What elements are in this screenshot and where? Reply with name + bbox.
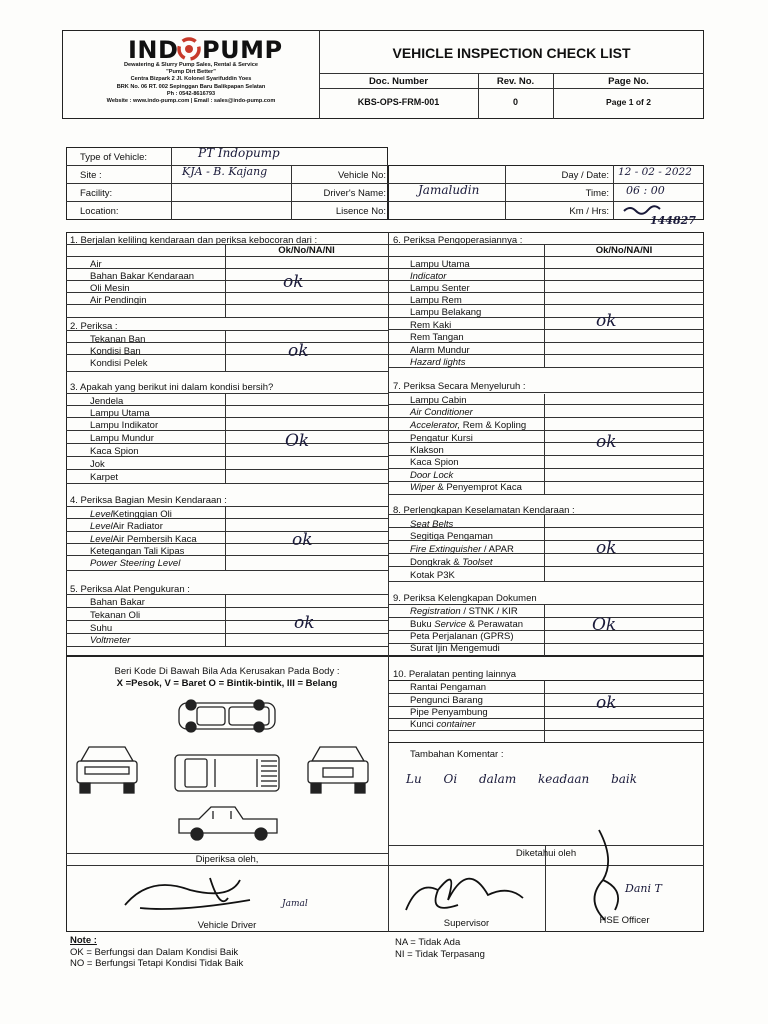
company-line: Ph : 0542-8616793 xyxy=(166,90,216,97)
s1-item: Oli Mesin xyxy=(90,283,130,294)
row-rule xyxy=(66,317,388,318)
s6-item: Rem Kaki xyxy=(410,320,452,331)
s10-item: Rantai Pengaman xyxy=(410,682,487,693)
time-label: Time: xyxy=(585,188,609,199)
note-ok: OK = Berfungsi dan Dalam Kondisi Baik xyxy=(70,947,239,958)
company-address xyxy=(68,62,314,105)
s3-item: Lampu Utama xyxy=(90,408,150,419)
car-side-view-icon xyxy=(179,807,277,840)
checked-by-label: Diperiksa oleh, xyxy=(195,854,259,865)
row-rule xyxy=(66,268,388,269)
s9-item: Registration / STNK / KIR xyxy=(410,606,518,617)
s8-item: Kotak P3K xyxy=(410,570,455,581)
page-value: Page 1 of 2 xyxy=(606,97,651,107)
logo-swirl-icon xyxy=(176,36,202,62)
section-2-title: 2. Periksa : xyxy=(70,321,118,332)
section-5-title: 5. Periksa Alat Pengukuran : xyxy=(70,584,190,595)
s7-item: Door Lock xyxy=(410,470,454,481)
vehicle-body-diagram xyxy=(67,695,387,855)
s5-item: Tekanan Oli xyxy=(90,610,141,621)
note-na: NA = Tidak Ada xyxy=(395,937,461,948)
s4-item: LevelAir Radiator xyxy=(90,521,163,532)
section-1-title: 1. Berjalan keliling kendaraan dan periksa kebocoran dari : xyxy=(70,235,318,246)
section-7-title: 7. Periksa Secara Menyeluruh : xyxy=(393,381,526,392)
s8-item: Dongkrak & Toolset xyxy=(410,557,493,568)
section-8-title: 8. Perlengkapan Keselamatan Kendaraan : xyxy=(393,505,575,516)
row-rule xyxy=(66,469,388,470)
logo-text-left: IND xyxy=(128,36,179,64)
car-front-view-icon xyxy=(77,747,137,793)
s10-status-mark[interactable]: ok xyxy=(596,693,617,713)
s1-item: Bahan Bakar Kendaraan xyxy=(90,271,195,282)
company-line: Website : www.indo-pump.com | Email : sales@indo-pump.com xyxy=(106,98,276,105)
s6-item: Lampu Utama xyxy=(410,259,470,270)
form-title: VEHICLE INSPECTION CHECK LIST xyxy=(392,45,631,61)
day-date-label: Day / Date: xyxy=(561,170,609,181)
row-rule xyxy=(388,494,704,495)
hse-officer-label: HSE Officer xyxy=(599,915,650,926)
company-line: "Pump Dirt Better" xyxy=(166,69,216,76)
car-rear-view-icon xyxy=(308,747,368,793)
s4-item: LevelAir Pembersih Kaca xyxy=(90,534,197,545)
s6-item: Indicator xyxy=(410,271,447,282)
row-rule xyxy=(388,617,704,618)
s9-item: Peta Perjalanan (GPRS) xyxy=(410,631,514,642)
row-rule xyxy=(388,604,704,605)
section-9-title: 9. Periksa Kelengkapan Dokumen xyxy=(393,593,537,604)
company-logo xyxy=(118,36,283,64)
section-6-title: 6. Periksa Pengoperasiannya : xyxy=(393,235,523,246)
company-line: Dewatering & Slurry Pump Sales, Rental & Service xyxy=(124,62,258,68)
company-line: BRK No. 06 RT. 002 Sepinggan Baru Balikpapan Selatan xyxy=(116,83,266,90)
row-rule xyxy=(388,392,704,393)
scribble-mark-icon xyxy=(622,203,662,217)
s7-item: Air Conditioner xyxy=(410,407,473,418)
day-date-value[interactable]: 12 - 02 - 2022 xyxy=(618,166,692,178)
s3-status-mark[interactable]: Ok xyxy=(285,431,310,451)
row-rule xyxy=(388,581,704,582)
row-rule xyxy=(388,468,704,469)
s6-item: Hazard lights xyxy=(410,357,466,368)
s7-item: Kaca Spion xyxy=(410,457,459,468)
note-ni: NI = Tidak Terpasang xyxy=(395,949,485,960)
s1-item: Air xyxy=(90,259,102,270)
s5-item: Suhu xyxy=(90,623,113,634)
row-rule xyxy=(66,371,388,372)
s1-status-mark[interactable]: ok xyxy=(283,272,304,292)
s4-item: Power Steering Level xyxy=(90,558,181,569)
status-header-left: Ok/No/NA/NI xyxy=(278,245,335,256)
doc-number-value: KBS-OPS-FRM-001 xyxy=(357,97,440,107)
s10-item: Kunci container xyxy=(410,719,476,730)
s5-item: Bahan Bakar xyxy=(90,597,145,608)
s2-status-mark[interactable]: ok xyxy=(288,341,309,361)
known-by-label: Diketahui oleh xyxy=(515,848,577,859)
km-hrs-value[interactable]: 144827 xyxy=(650,214,696,227)
s8-item: Seat Belts xyxy=(410,519,454,530)
logo-text-right: PUMP xyxy=(202,36,283,64)
s8-item: Fire Extinguisher / APAR xyxy=(410,544,514,555)
s10-item: Pengunci Barang xyxy=(410,695,483,706)
section-3-title: 3. Apakah yang berikut ini dalam kondisi bersih? xyxy=(70,382,274,393)
s8-status-mark[interactable]: ok xyxy=(596,538,617,558)
location-label: Location: xyxy=(80,206,119,217)
doc-number-label: Doc. Number xyxy=(368,76,429,87)
page-label: Page No. xyxy=(608,76,649,87)
company-line: Centra Bizpark 2 Jl. Kolonel Syarifuddin Yoes xyxy=(130,76,252,83)
note-title: Note : xyxy=(70,935,97,946)
s10-item: Pipe Penyambung xyxy=(410,707,488,718)
driver-label: Vehicle Driver xyxy=(197,920,257,931)
car-plan-view-icon xyxy=(175,755,279,791)
row-rule xyxy=(66,646,388,647)
s9-item: Buku Service & Perawatan xyxy=(410,619,524,630)
section-4-title: 4. Periksa Bagian Mesin Kendaraan : xyxy=(70,495,227,506)
rev-value: 0 xyxy=(512,97,518,107)
s6-item: Lampu Senter xyxy=(410,283,470,294)
km-hrs-label: Km / Hrs: xyxy=(569,206,609,217)
row-rule xyxy=(66,483,388,484)
s4-item: LevelKetinggian Oli xyxy=(90,509,172,520)
status-header-right: Ok/No/NA/NI xyxy=(595,245,653,256)
s3-item: Jendela xyxy=(90,396,124,407)
facility-label: Facility: xyxy=(80,188,113,199)
site-label: Site : xyxy=(80,170,102,181)
row-rule xyxy=(66,393,388,394)
time-value[interactable]: 06 : 00 xyxy=(626,184,665,197)
row-rule xyxy=(66,570,388,571)
body-damage-line1: Beri Kode Di Bawah Bila Ada Kerusakan Pada Body : xyxy=(114,666,340,677)
row-rule xyxy=(66,506,388,507)
row-rule xyxy=(66,633,388,634)
s7-item: Wiper & Penyemprot Kaca xyxy=(410,482,522,493)
s7-item: Pengatur Kursi xyxy=(410,433,473,444)
note-no: NO = Berfungsi Tetapi Kondisi Tidak Baik xyxy=(70,958,244,969)
s7-status-mark[interactable]: ok xyxy=(596,432,617,452)
vehicle-no-label: Vehicle No: xyxy=(337,170,386,181)
s3-item: Kaca Spion xyxy=(90,446,139,457)
hse-signature xyxy=(575,820,645,930)
comments-label: Tambahan Komentar : xyxy=(410,749,504,760)
s6-item: Alarm Mundur xyxy=(410,345,470,356)
s7-item: Accelerator, Rem & Kopling xyxy=(410,420,527,431)
licence-no-label: Lisence No: xyxy=(335,206,386,217)
s6-item: Lampu Belakang xyxy=(410,307,482,318)
s8-item: Segitiga Pengaman xyxy=(410,531,493,542)
s2-item: Kondisi Ban xyxy=(90,346,141,357)
s7-item: Lampu Cabin xyxy=(410,395,467,406)
s4-item: Ketegangan Tali Kipas xyxy=(90,546,185,557)
s3-item: Lampu Indikator xyxy=(90,420,159,431)
rev-label: Rev. No. xyxy=(496,76,535,87)
row-rule xyxy=(388,256,704,257)
site-value[interactable]: KJA - B. Kajang xyxy=(182,165,268,178)
comments-value[interactable]: Lu Oi dalam keadaan baik xyxy=(406,772,638,786)
s9-status-mark[interactable]: Ok xyxy=(592,615,617,635)
s7-item: Klakson xyxy=(410,445,444,456)
body-damage-line2: X =Pesok, V = Baret O = Bintik-bintik, III = Belang xyxy=(116,678,338,689)
driver-signature xyxy=(120,870,270,920)
driver-name-label: Driver's Name: xyxy=(323,188,386,199)
driver-signature-name: Jamal xyxy=(282,899,308,909)
s6-item: Rem Tangan xyxy=(410,332,464,343)
hse-signature-name: Dani T xyxy=(625,882,662,895)
s9-item: Surat Ijin Mengemudi xyxy=(410,643,500,654)
s6-status-mark[interactable]: ok xyxy=(596,311,617,331)
type-label: Type of Vehicle: xyxy=(80,152,148,163)
s3-item: Karpet xyxy=(90,472,118,483)
s3-item: Jok xyxy=(90,459,105,470)
s2-item: Tekanan Ban xyxy=(90,334,146,345)
driver-name-value[interactable]: Jamaludin xyxy=(418,183,480,197)
supervisor-signature xyxy=(398,860,548,920)
row-rule xyxy=(66,256,388,257)
s5-status-mark[interactable]: ok xyxy=(294,613,315,633)
supervisor-label: Supervisor xyxy=(443,918,490,929)
car-top-view-icon xyxy=(179,700,275,732)
type-value[interactable]: PT Indopump xyxy=(198,146,280,160)
s6-item: Lampu Rem xyxy=(410,295,462,306)
s1-item: Air Pendingin xyxy=(90,295,147,306)
s4-status-mark[interactable]: ok xyxy=(292,530,313,550)
s2-item: Kondisi Pelek xyxy=(90,358,148,369)
s5-item: Voltmeter xyxy=(90,635,131,646)
s3-item: Lampu Mundur xyxy=(90,433,154,444)
section-10-title: 10. Peralatan penting lainnya xyxy=(393,669,517,680)
